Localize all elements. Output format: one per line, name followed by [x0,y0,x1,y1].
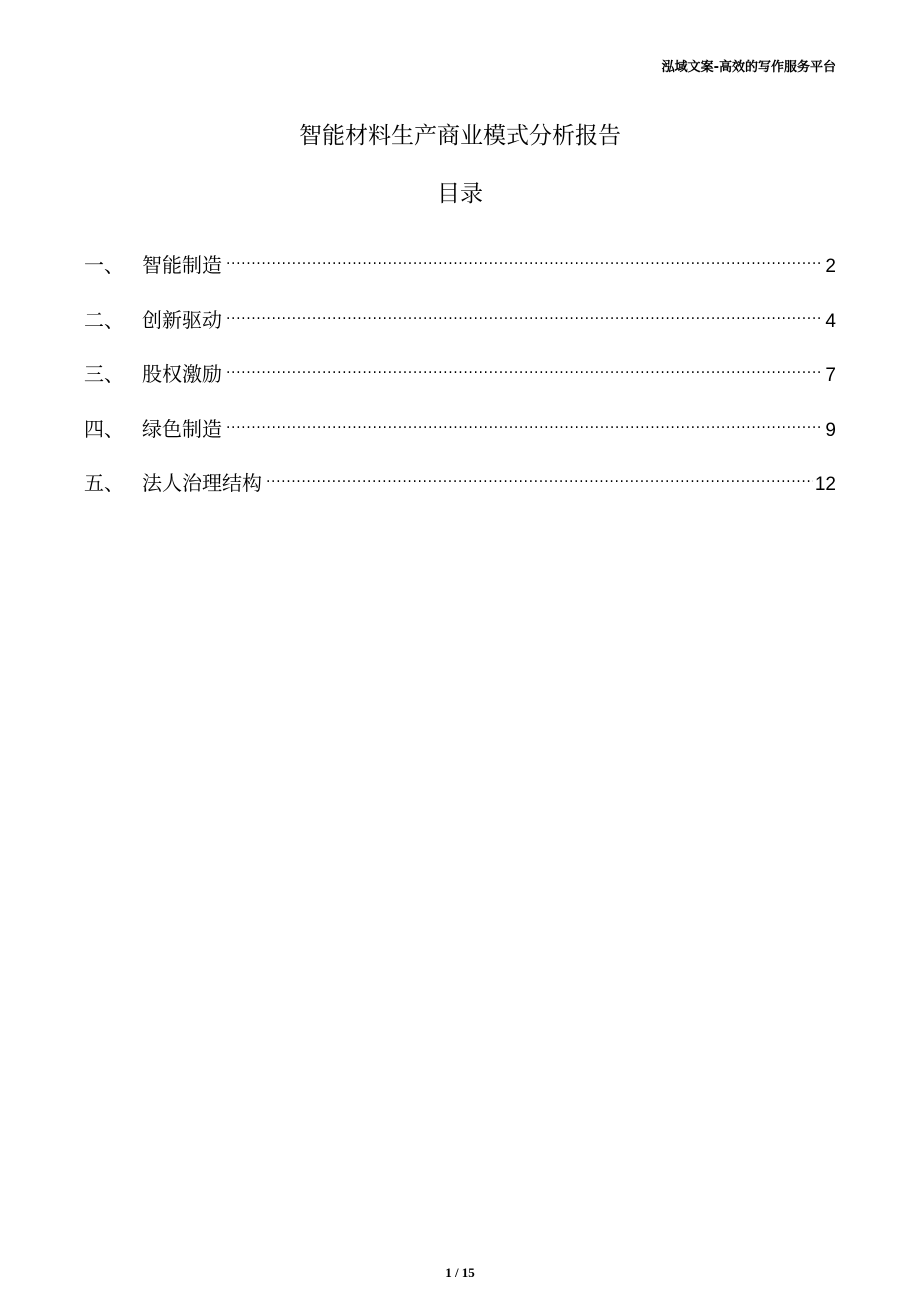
toc-dot-leader [226,232,823,272]
toc-entry-page: 2 [825,256,836,277]
page-number: 1 / 15 [445,1265,475,1280]
toc-entry-page: 12 [814,474,836,495]
toc-entry[interactable] [84,232,836,277]
toc-entry-page: 9 [825,419,836,441]
toc-entry-page: 4 [825,310,836,332]
document-title: 智能材料生产商业模式分析报告 [299,123,621,149]
toc-dot-leader [226,341,823,381]
toc-entry-number: 二、 [84,307,124,332]
toc-entry-label: 智能制造 [142,253,222,277]
toc-entry[interactable] [84,341,836,386]
toc-entry-label: 绿色制造 [142,416,222,441]
table-of-contents [84,232,836,505]
toc-entry[interactable] [84,450,836,495]
toc-entry-number: 三、 [84,362,124,386]
page-header: 泓域文案-高效的写作服务平台 [661,60,836,75]
toc-entry-number: 一、 [84,253,124,277]
toc-heading: 目录 [437,181,483,207]
toc-dot-leader [226,287,823,327]
toc-entry[interactable] [84,396,836,441]
toc-entry[interactable] [84,287,836,332]
toc-entry-number: 五、 [84,471,124,495]
toc-entry-label: 股权激励 [142,362,222,386]
toc-entry-page: 7 [825,365,836,386]
toc-entry-label: 创新驱动 [142,307,222,332]
toc-entry-label: 法人治理结构 [142,471,262,495]
toc-dot-leader [266,450,813,490]
toc-entry-number: 四、 [84,416,124,441]
toc-dot-leader [226,396,823,436]
